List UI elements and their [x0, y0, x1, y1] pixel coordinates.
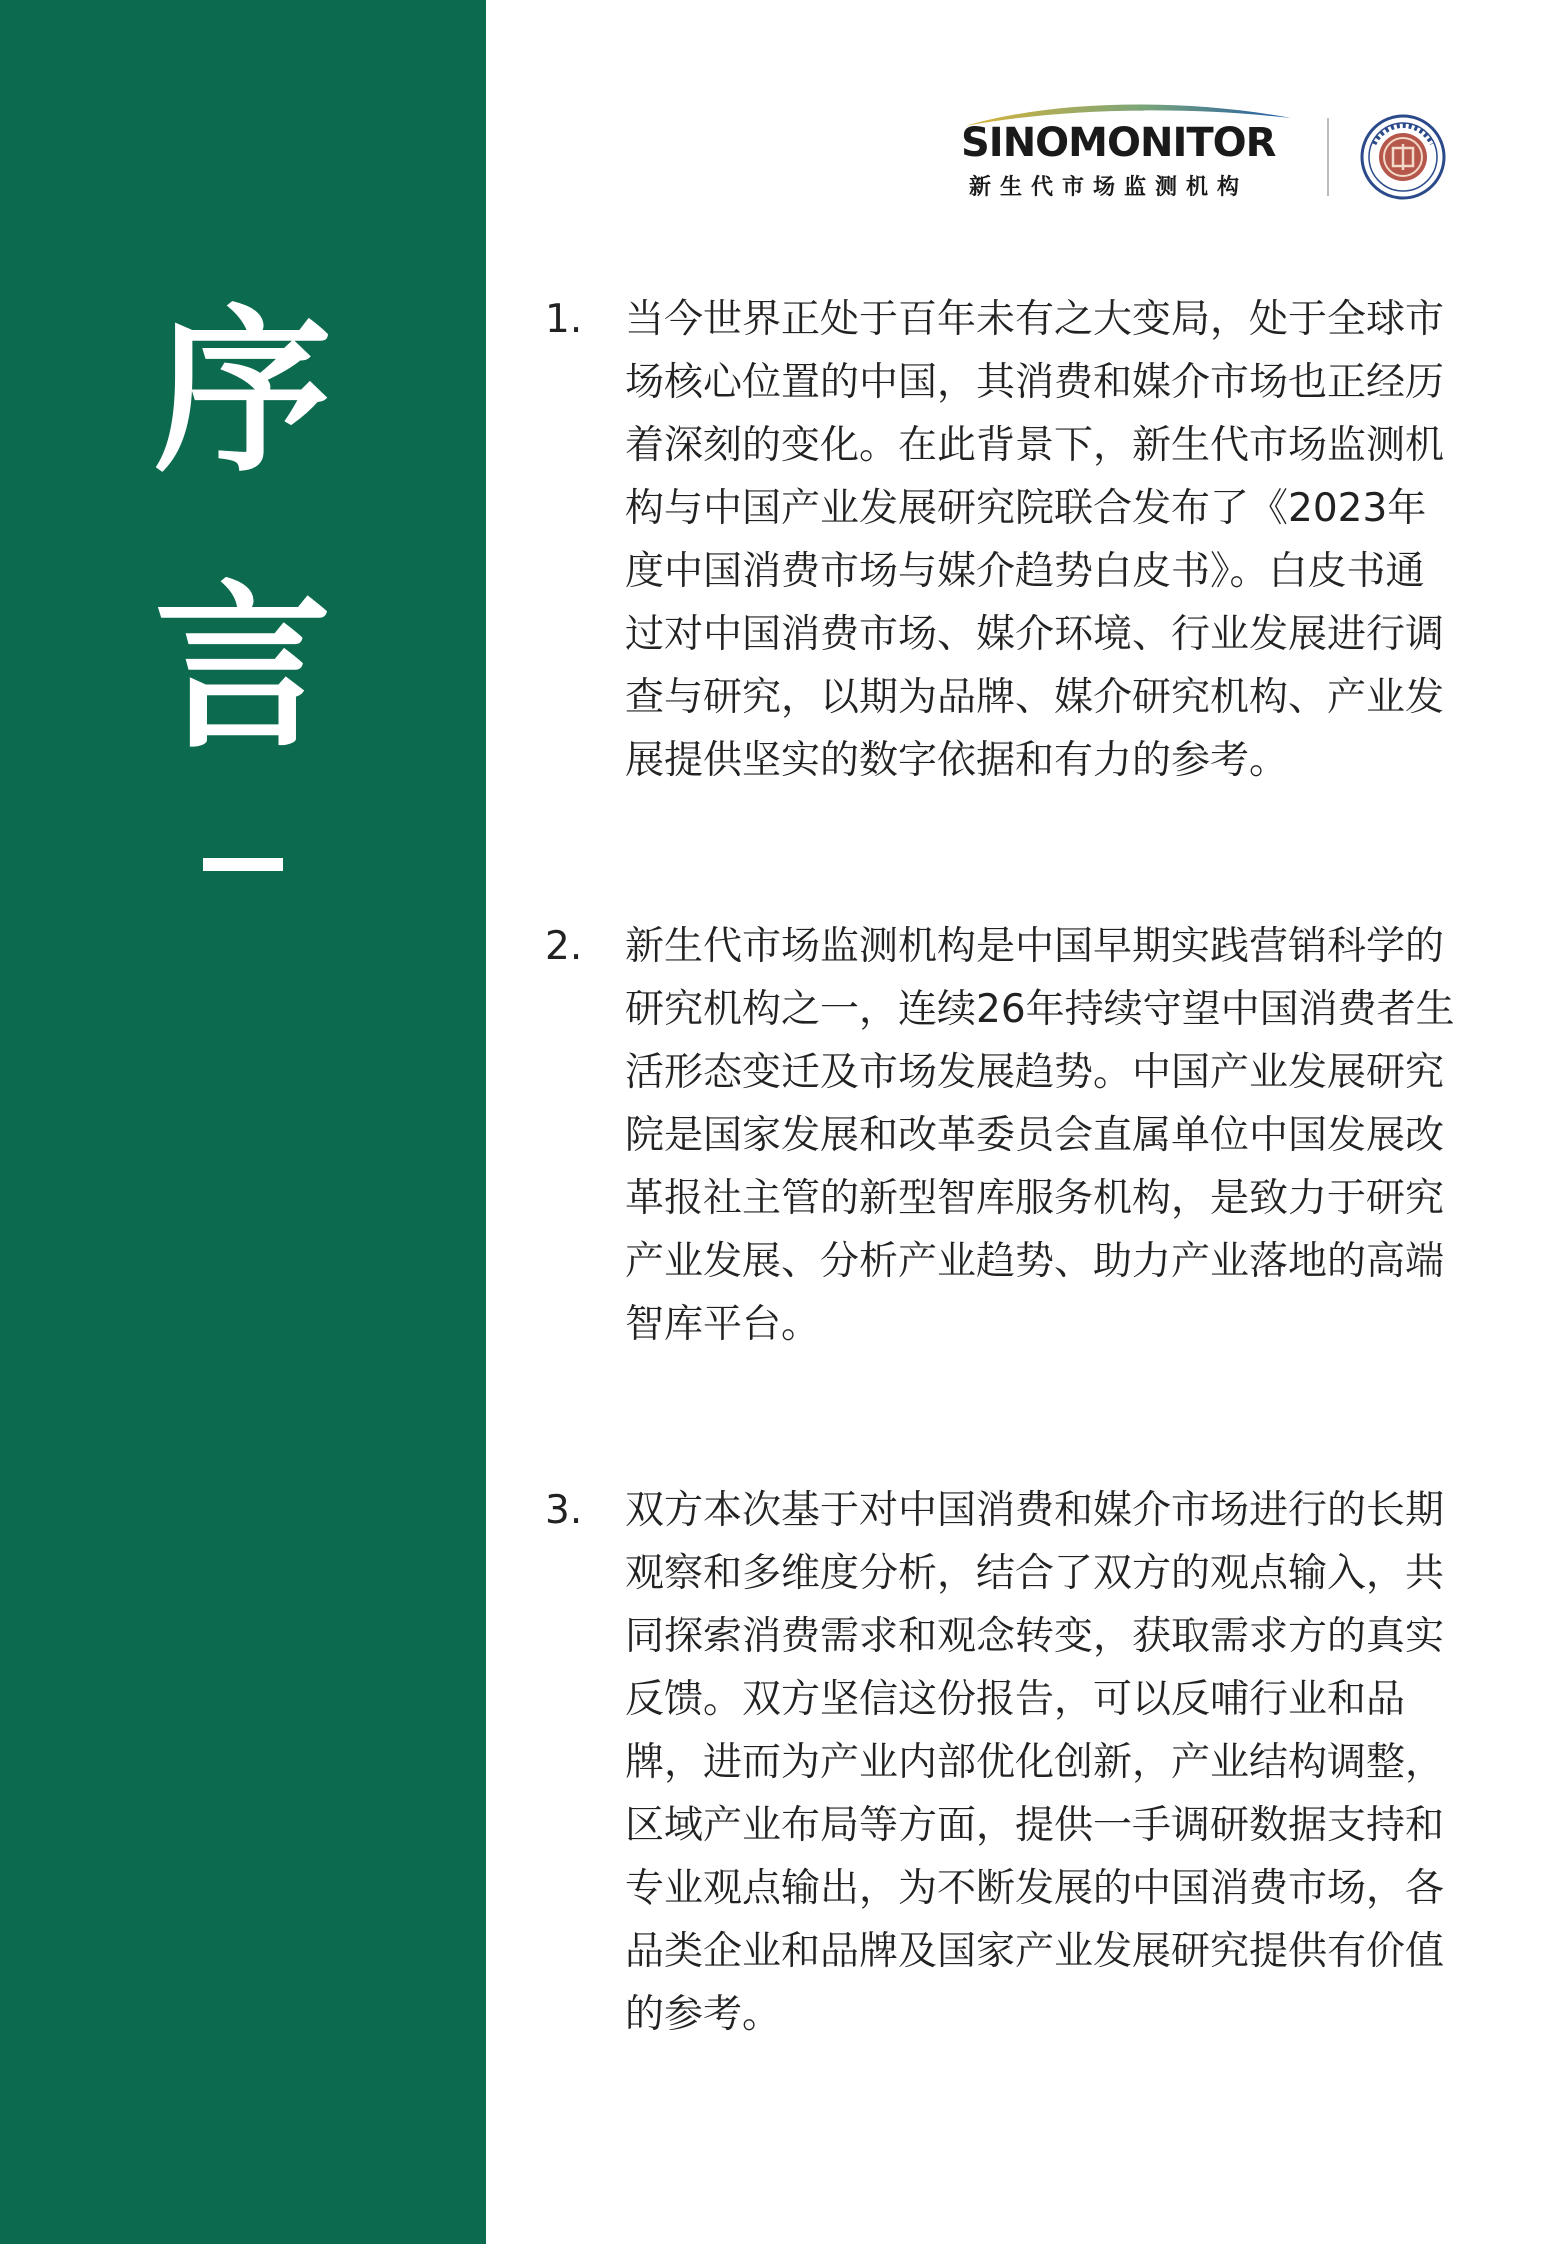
sidebar-panel	[0, 0, 486, 2244]
sinomonitor-logo	[955, 96, 1295, 206]
preface-item-3	[545, 1479, 1455, 2046]
preface-content	[545, 288, 1455, 2046]
sidebar-title-char-3	[203, 858, 283, 871]
logo-subtitle: 新生代市场监测机构	[969, 175, 1249, 200]
item-number: 3.	[545, 1488, 583, 1533]
preface-item-2	[545, 915, 1455, 1356]
logo-wordmark: SINOMONITOR	[961, 120, 1276, 166]
item-text: 双方本次基于对中国消费和媒介市场进行的长期观察和多维度分析，结合了双方的观点输入，共同探索消费需求和观念转变，获取需求方的真实反馈。双方坚信这份报告，可以反哺行业和品牌，进而为产业内部优化创新，产业结构调整，区域产业布局等方面，提供一手调研数据支持和专业观点输出，为不断发展的中国消费市场，各品类企业和品牌及国家产业发展研究提供有价值的参考。	[625, 1488, 1445, 2037]
item-text: 当今世界正处于百年未有之大变局，处于全球市场核心位置的中国，其消费和媒介市场也正经历着深刻的变化。在此背景下，新生代市场监测机构与中国产业发展研究院联合发布了《2023年度中国消费市场与媒介趋势白皮书》。白皮书通过对中国消费市场、媒介环境、行业发展进行调查与研究，以期为品牌、媒介研究机构、产业发展提供坚实的数字依据和有力的参考。	[625, 297, 1445, 783]
item-number: 1.	[545, 297, 583, 342]
item-text: 新生代市场监测机构是中国早期实践营销科学的研究机构之一，连续26年持续守望中国消费者生活形态变迁及市场发展趋势。中国产业发展研究院是国家发展和改革委员会直属单位中国发展改革报社主管的新型智库服务机构，是致力于研究产业发展、分析产业趋势、助力产业落地的高端智库平台。	[625, 924, 1455, 1347]
preface-item-1	[545, 288, 1455, 792]
sidebar-title-char-2: 言	[154, 565, 332, 772]
logo-divider	[1327, 118, 1329, 196]
sidebar-title-char-1: 序	[154, 289, 332, 496]
institute-seal-icon	[1360, 114, 1446, 200]
item-number: 2.	[545, 924, 583, 969]
